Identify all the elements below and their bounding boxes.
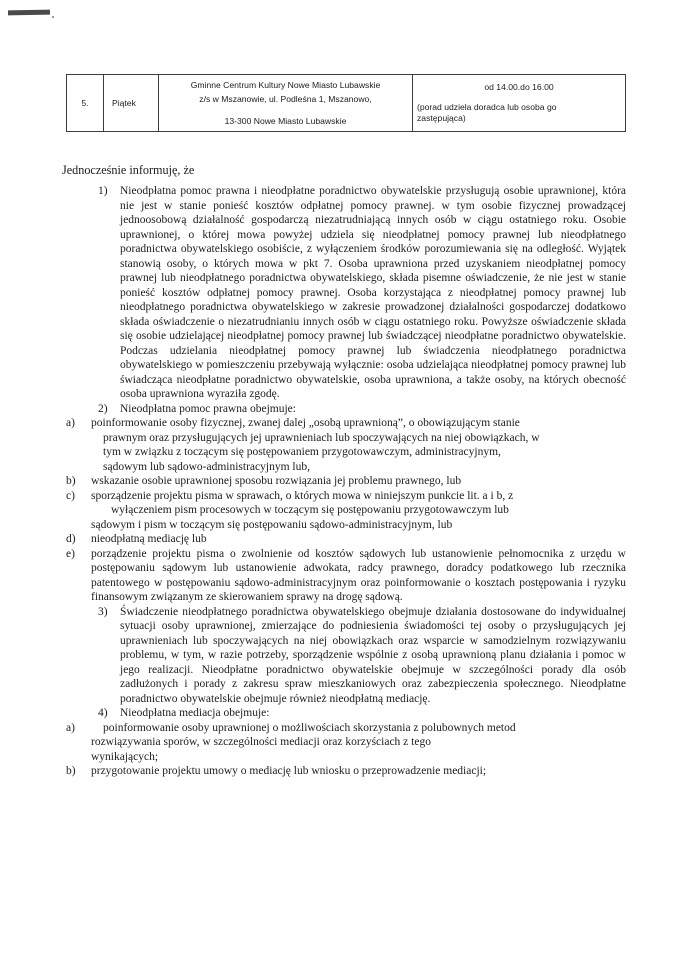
list-item (66, 547, 626, 605)
item-line: sądowym i pism w toczącym się postępowaniu sądowo-administracyjnym, lub (91, 518, 453, 531)
scan-artifact-dot (52, 16, 54, 18)
item-marker: 2) (98, 402, 108, 415)
list-item (66, 532, 626, 547)
schedule-table (66, 74, 626, 132)
item-text: wskazanie osobie uprawnionej sposobu rozwiązania jej problemu prawnego, lub (91, 475, 462, 487)
document-body (66, 184, 626, 779)
item-line: sądowym lub sądowo-administracyjnym lub, (103, 460, 310, 473)
item-marker: b) (66, 475, 76, 487)
item-marker: 1) (98, 185, 108, 197)
item-marker: b) (66, 765, 76, 777)
item-text: przygotowanie projektu umowy o mediację lub wniosku o przeprowadzenie mediacji; (91, 765, 487, 777)
list-item (66, 184, 626, 402)
item-text: Nieodpłatna pomoc prawna obejmuje: (120, 402, 296, 415)
item-marker: 4) (98, 707, 108, 719)
item-text (66, 489, 626, 533)
item-marker: a) (66, 721, 75, 734)
list-item (66, 706, 626, 721)
item-text: Świadczenie nieodpłatnego poradnictwa obywatelskiego obejmuje działania dostosowane do indywidualnej sytuacji osoby uprawnionej, zmierzające do podniesienia świadomości tej osoby o przysługujących jej uprawnieniach lub spoczywających na niej obowiązkach oraz wsparcie w samodzielnym rozwiązywaniu problemu, w tym, w razie potrzeby, sporządzenie wspólnie z osobą uprawnioną planu działania i pomoc w jego realizacji. Nieodpłatne poradnictwo obywatelskie obejmuje w szczególności porady dla osób zadłużonych i porady z zakresu spraw mieszkaniowych oraz zabezpieczenia społecznego. Nieodpłatne poradnictwo obywatelskie obejmuje również nieodpłatną mediację. (120, 605, 626, 705)
item-marker: c) (66, 489, 75, 502)
item-marker: a) (66, 417, 75, 429)
item-text: Nieodpłatna mediacja obejmuje: (120, 707, 270, 719)
item-line: poinformowanie osoby fizycznej, zwanej dalej „osobą uprawnioną”, o obowiązującym stanie (91, 417, 520, 429)
item-line: wyłączeniem pism procesowych w toczącym się postępowaniu przygotowawczym lub (111, 504, 509, 516)
item-line: sporządzenie projektu pisma w sprawach, o których mowa w niniejszym punkcie lit. a i b, z (91, 489, 514, 502)
row-place (159, 75, 413, 132)
item-line: tym w związku z toczącym się postępowaniem przygotowawczym, administracyjnym, (103, 446, 501, 458)
place-line: Gminne Centrum Kultury Nowe Miasto Lubawskie (190, 80, 381, 90)
item-marker: 3) (98, 605, 108, 618)
item-text: porządzenie projektu pisma o zwolnienie od kosztów sądowych lub ustanowienie pełnomocnika z urzędu w postępowaniu sądowym lub ustanowienie adwokata, radcy prawnego, doradcy podatkowego lub rzecznika patentowego w postępowaniu sądowo-administracyjnym oraz poinformowanie o kosztach postępowania i ryzyku finansowym związanym ze skierowaniem sprawy na drogę sądową. (91, 547, 626, 603)
item-line: wynikających; (91, 750, 159, 763)
item-line: poinformowanie osoby uprawnionej o możliwościach skorzystania z polubownych metod (103, 721, 516, 734)
list-item (66, 474, 626, 489)
list-item (66, 416, 626, 474)
row-number: 5. (67, 75, 104, 132)
place-line: 13-300 Nowe Miasto Lubawskie (224, 116, 347, 126)
intro-text: Jednocześnie informuję, że (62, 163, 195, 177)
note-line: zastępująca) (417, 113, 466, 123)
item-line: prawnym oraz przysługujących jej uprawnieniach lub spoczywających na niej obowiązkach, w (103, 431, 540, 444)
item-line: rozwiązywania sporów, w szczególności mediacji oraz korzyściach z tego (91, 736, 431, 748)
item-text (66, 721, 626, 765)
table-row (67, 75, 626, 132)
place-line: z/s w Mszanowie, ul. Podleśna 1, Mszanowo, (199, 94, 372, 104)
list-item (66, 489, 626, 533)
list-item (66, 605, 626, 707)
item-marker: d) (66, 533, 76, 545)
list-item (66, 764, 626, 779)
item-text (66, 416, 626, 474)
item-marker: e) (66, 547, 75, 560)
note-line: (porad udziela doradca lub osoba go (417, 102, 557, 112)
row-day: Piątek (104, 75, 159, 132)
item-text: Nieodpłatna pomoc prawna i nieodpłatne poradnictwo obywatelskie przysługują osobie uprawnionej, która nie jest w stanie ponieść kosztów odpłatnej pomocy prawnej. w tym osobie fizycznej prowadzącej jednoosobową działalność gospodarczą niezatrudniającą innych osób w ciągu ostatniego roku. Osobie uprawnionej, o której mowa powyżej udziela się nieodpłatnej pomocy prawnej lub nieodpłatnego poradnictwa obywatelskiego osobiście, z wyłączeniem środków porozumiewania się na odległość. Wyjątek stanowią osoby, o których mowa w pkt 7. Osoba uprawniona przed uzyskaniem nieodpłatnej pomocy prawnej lub nieodpłatnego poradnictwa obywatelskiego, składa pisemne oświadczenie, że nie jest w stanie ponieść kosztów odpłatnej pomocy prawnej. Osoba korzystająca z nieodpłatnej pomocy prawnej lub nieodpłatnego poradnictwa obywatelskiego w zakresie prowadzonej działalności gospodarczej dodatkowo składa oświadczenie o niezatrudnianiu innych osób w ciągu ostatniego roku. Powyższe oświadczenie składa się osobie udzielającej nieodpłatnej pomocy prawnej lub świadczącej nieodpłatne poradnictwo obywatelskie. Podczas udzielania nieodpłatnej pomocy prawnej lub świadczenia nieodpłatnego poradnictwa obywatelskiego w pomieszczeniu przebywają wyłącznie: osoba udzielająca nieodpłatnej pomocy prawnej lub świadcząca nieodpłatne poradnictwo obywatelskie, osoba uprawniona, a także osoby, na których obecność osoba uprawniona wyraziła zgodę. (120, 185, 626, 400)
row-hours (413, 75, 626, 132)
list-item (66, 721, 626, 765)
hours-text: od 14.00.do 16.00 (484, 82, 554, 92)
item-text: nieodpłatną mediację lub (91, 533, 207, 545)
list-item (66, 402, 626, 417)
scan-artifact-mark (8, 10, 50, 16)
